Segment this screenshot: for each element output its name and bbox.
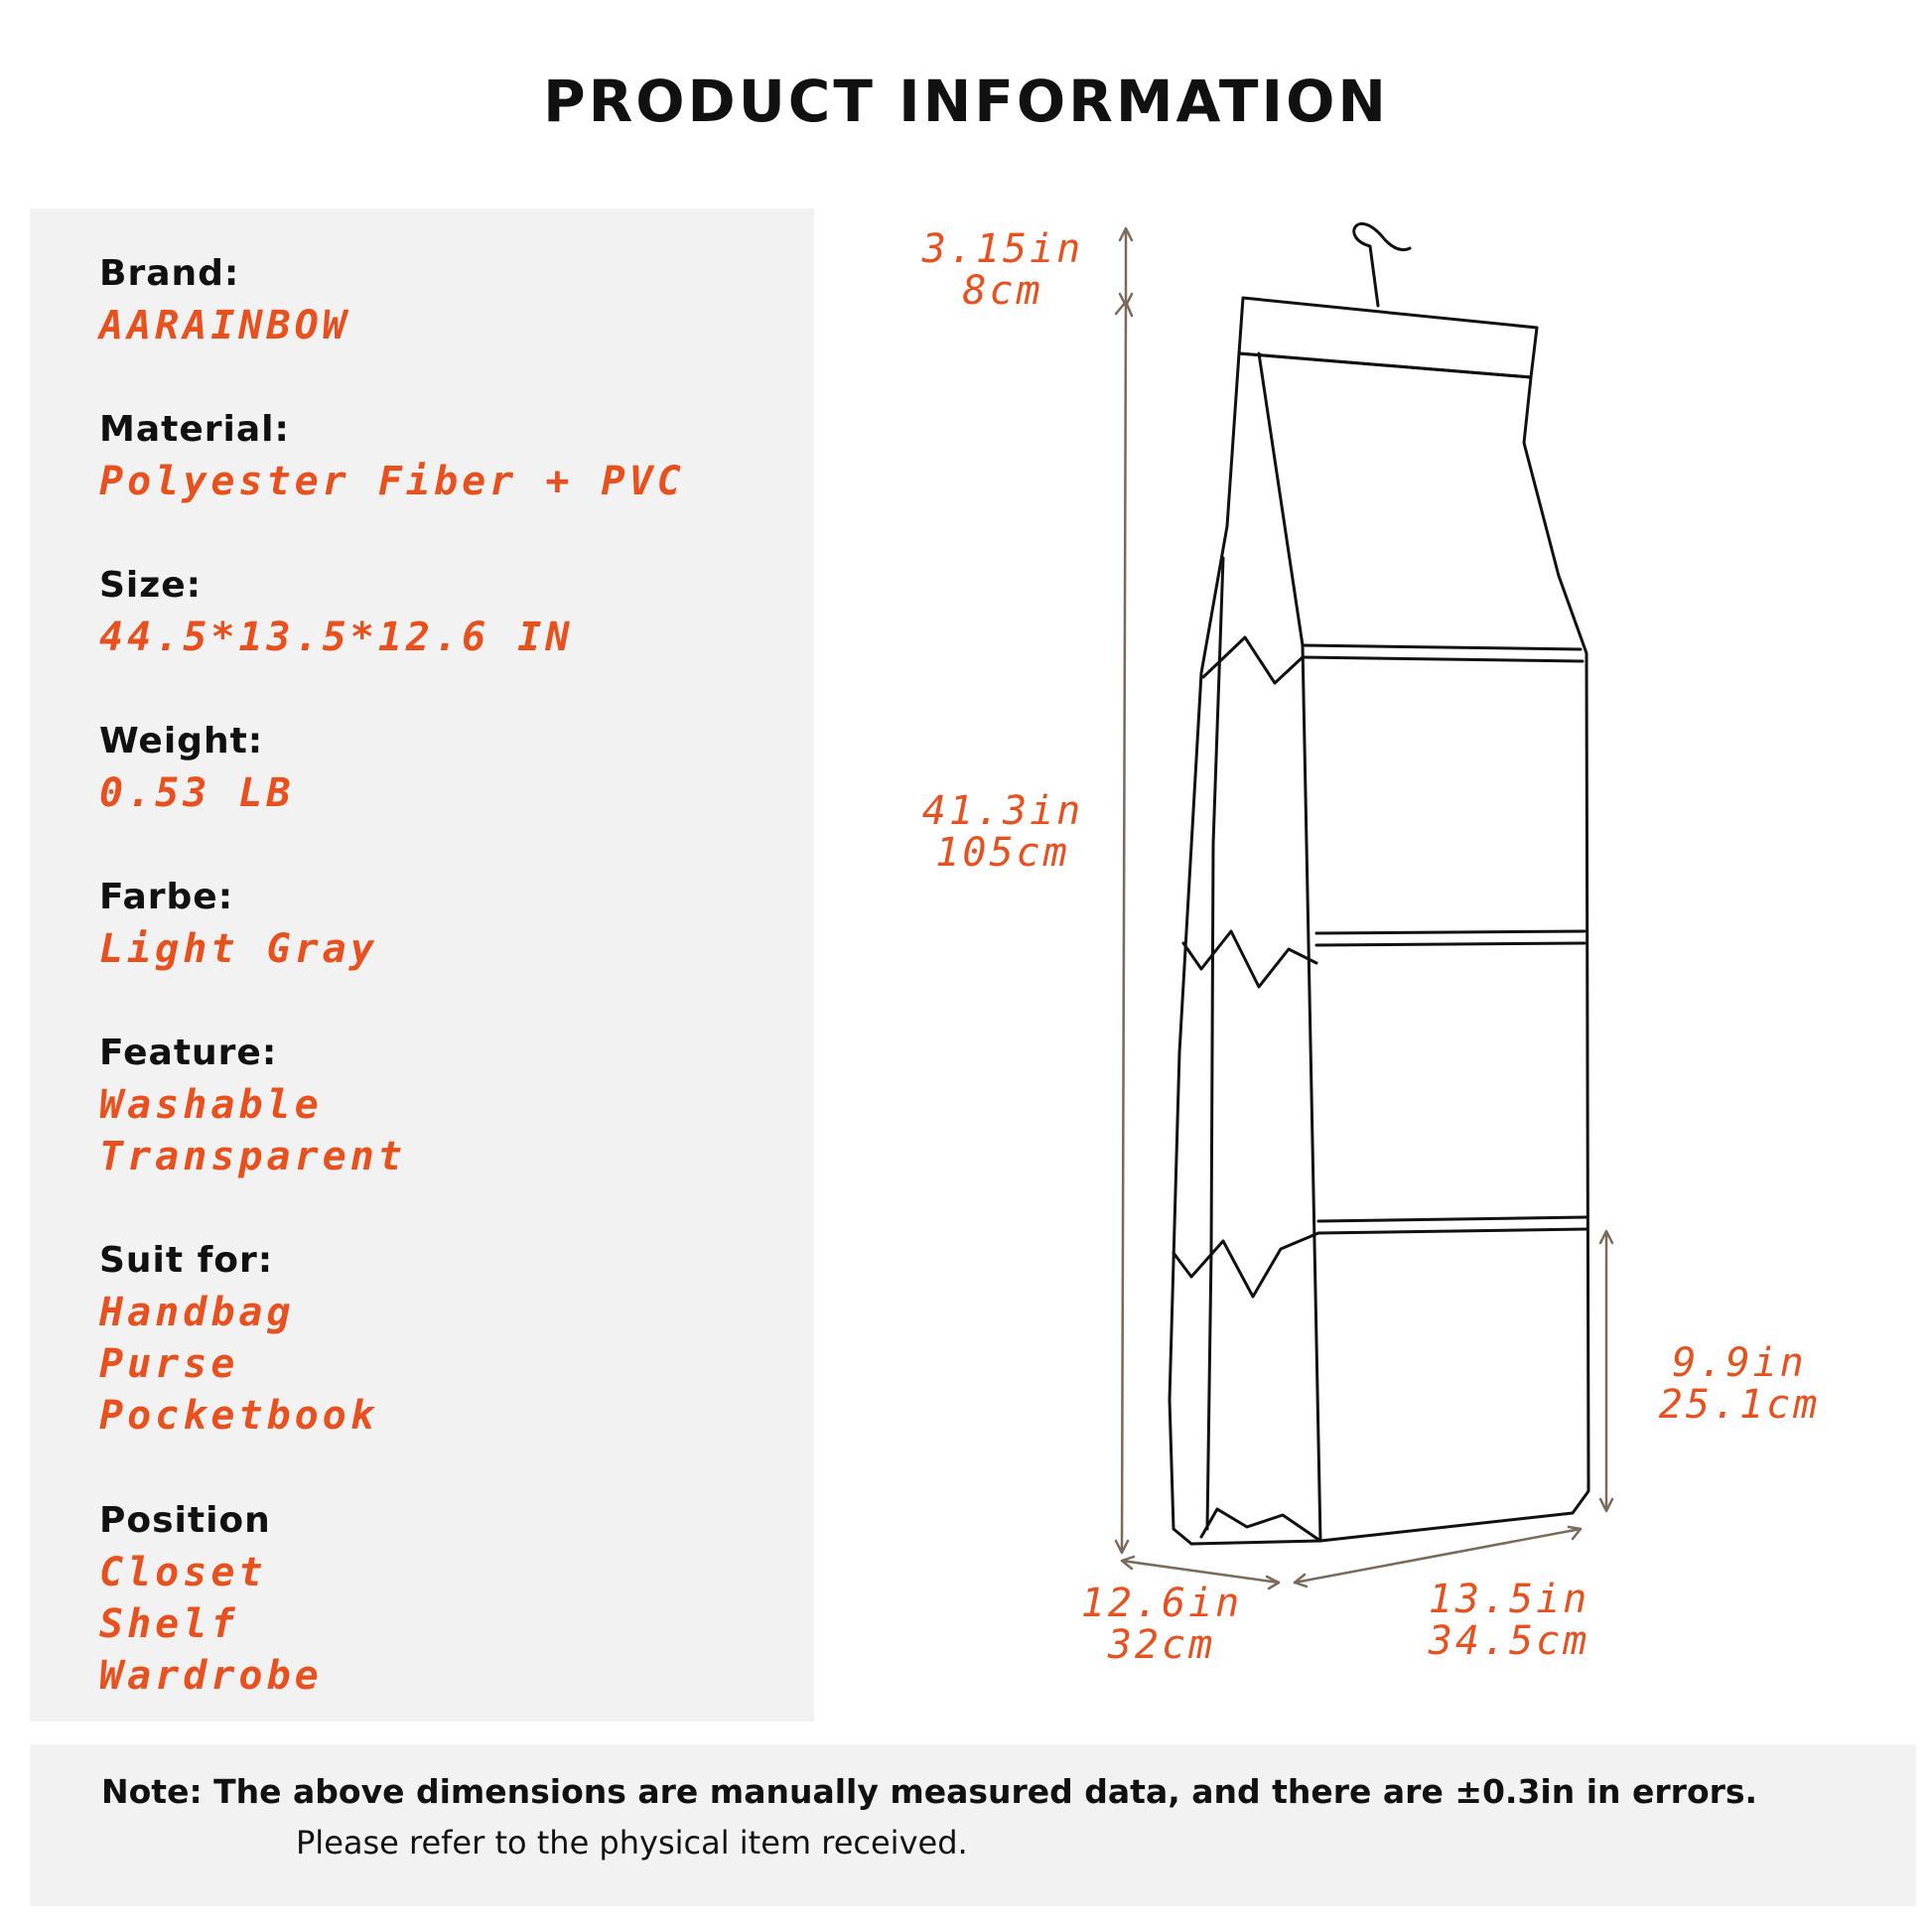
spec-label: Feature: (99, 1033, 278, 1073)
dim-height (894, 790, 1112, 874)
spec-value: Wardrobe (99, 1653, 323, 1699)
spec-brand (99, 248, 350, 351)
dim-depth (1052, 1583, 1271, 1666)
spec-value: Shelf (99, 1601, 239, 1647)
spec-value: 44.5*13.5*12.6 IN (99, 615, 574, 660)
dim-shelf (1620, 1342, 1859, 1426)
dim-shelf-cm: 25.1cm (1658, 1382, 1821, 1428)
spec-label: Material: (99, 409, 290, 450)
spec-label: Position (99, 1500, 271, 1541)
page-title: PRODUCT INFORMATION (543, 68, 1389, 135)
body-left-side (1170, 353, 1320, 1544)
organizer-diagram (874, 208, 1926, 1727)
dim-hanger-cm: 8cm (962, 268, 1043, 314)
dim-width (1390, 1579, 1628, 1662)
spec-value: Pocketbook (99, 1393, 378, 1439)
spec-value: Handbag (99, 1290, 295, 1335)
note-panel (30, 1744, 1916, 1906)
shelf-3 (1318, 1217, 1587, 1233)
dim-depth-cm: 32cm (1107, 1622, 1216, 1668)
zigzag-2 (1183, 931, 1316, 987)
dim-width-cm: 34.5cm (1428, 1618, 1590, 1664)
spec-value: Closet (99, 1550, 267, 1595)
shelf-2 (1316, 931, 1585, 945)
body-front-edge (1259, 353, 1320, 1541)
shelf-1 (1303, 645, 1583, 661)
note-text: Note: The above dimensions are manually measured data, and there are ±0.3in in errors. (101, 1772, 1758, 1811)
body-right-side (1320, 377, 1588, 1541)
note-subtext: Please refer to the physical item received. (296, 1824, 968, 1862)
arrow-depth (1122, 1561, 1279, 1583)
spec-label: Size: (99, 565, 203, 606)
spec-suit-for (99, 1235, 378, 1442)
dim-hanger-in: 3.15in (921, 226, 1084, 272)
spec-value: Washable (99, 1082, 323, 1128)
spec-value: Light Gray (99, 926, 378, 972)
dim-shelf-in: 9.9in (1672, 1340, 1807, 1386)
dim-height-cm: 105cm (935, 830, 1070, 876)
spec-feature (99, 1028, 406, 1182)
spec-size (99, 560, 573, 663)
spec-value: Polyester Fiber + PVC (99, 459, 685, 504)
dim-height-in: 41.3in (921, 788, 1084, 834)
spec-weight (99, 716, 295, 819)
inner-left-line (1207, 558, 1223, 1529)
arrow-width (1295, 1529, 1581, 1583)
spec-value: AARAINBOW (99, 303, 350, 348)
spec-label: Suit for: (99, 1240, 274, 1281)
dim-depth-in: 12.6in (1080, 1581, 1243, 1626)
spec-panel (30, 208, 814, 1722)
spec-label: Weight: (99, 721, 264, 761)
spec-label: Farbe: (99, 877, 234, 917)
top-bar-line (1239, 353, 1531, 377)
zigzag-3 (1173, 1233, 1318, 1297)
zigzag-bottom (1201, 1509, 1320, 1541)
dim-hanger (894, 228, 1112, 312)
arrow-height (1122, 304, 1126, 1551)
spec-value: Purse (99, 1341, 239, 1387)
spec-position (99, 1495, 323, 1702)
dim-width-in: 13.5in (1428, 1577, 1590, 1622)
dimension-arrows (1116, 228, 1612, 1588)
spec-value: Transparent (99, 1134, 406, 1179)
organizer-drawing (874, 208, 1926, 1727)
spec-material (99, 404, 685, 507)
hanger-hook (1354, 223, 1410, 306)
spec-value: 0.53 LB (99, 770, 295, 816)
spec-color (99, 872, 378, 975)
spec-label: Brand: (99, 253, 240, 294)
